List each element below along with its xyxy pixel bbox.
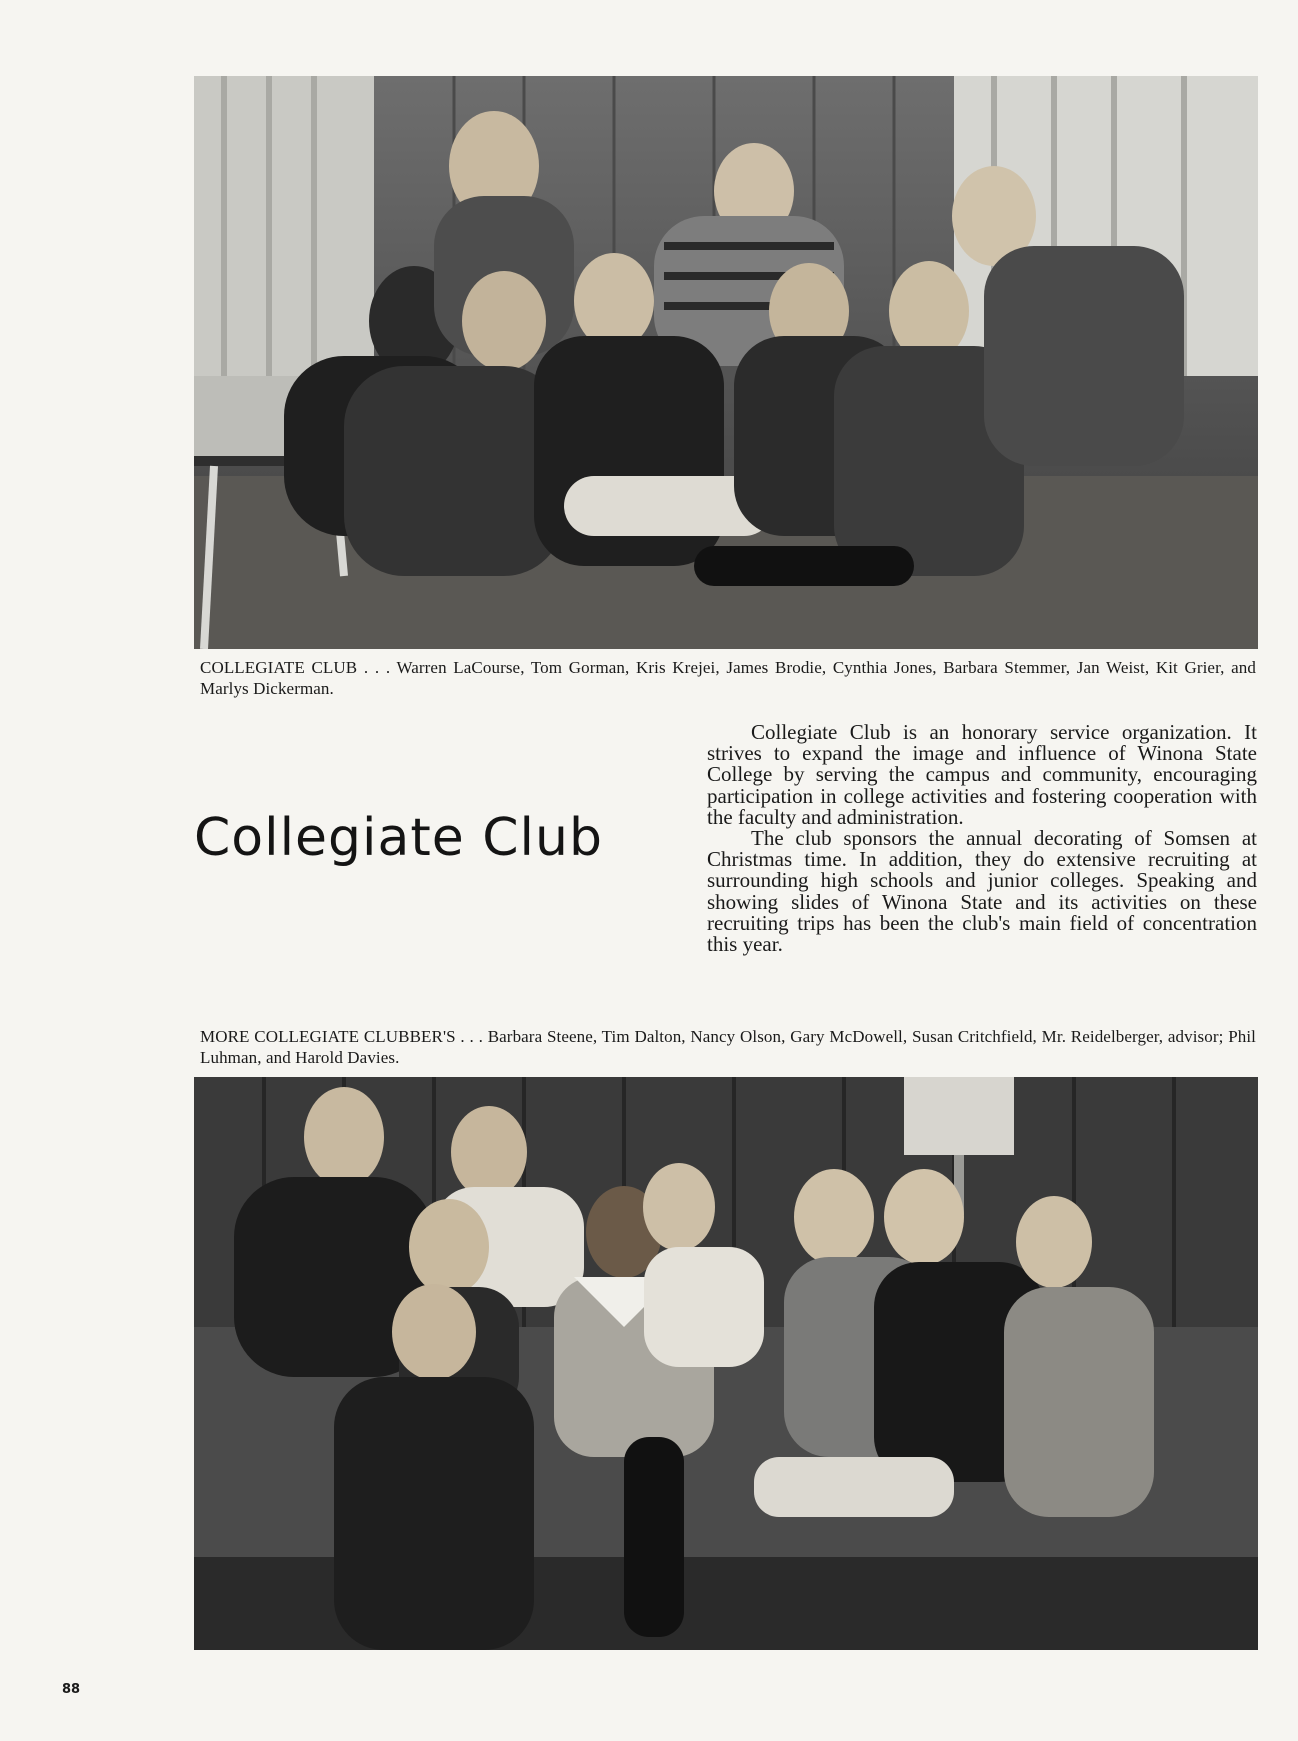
page-title: Collegiate Club <box>194 808 603 868</box>
article-body <box>707 722 1257 955</box>
bottom-photo-caption: MORE COLLEGIATE CLUBBER'S . . . Barbara Steene, Tim Dalton, Nancy Olson, Gary McDowell, Susan Critchfield, Mr. Reidelberger, advisor; Phil Luhman, and Harold Davies. <box>200 1027 1256 1067</box>
article-paragraph-1: Collegiate Club is an honorary service organization. It strives to expand the image and influence of Winona State College by serving the campus and community, encouraging participation in college activities and fostering cooperation with the faculty and administration. <box>707 720 1257 829</box>
article-paragraph-2: The club sponsors the annual decorating of Somsen at Christmas time. In addition, they do extensive recruiting at surrounding high schools and junior colleges. Speaking and showing slides of Winona State and its activities on these recruiting trips has been the club's main field of concentration this year. <box>707 826 1257 957</box>
top-group-photo <box>194 76 1258 649</box>
group-photo-icon <box>194 76 1258 649</box>
top-photo-caption: COLLEGIATE CLUB . . . Warren LaCourse, Tom Gorman, Kris Krejei, James Brodie, Cynthia Jones, Barbara Stemmer, Jan Weist, Kit Grier, and Marlys Dickerman. <box>200 658 1256 698</box>
group-photo-icon <box>194 1077 1258 1650</box>
page-number: 88 <box>62 1682 81 1697</box>
bottom-group-photo <box>194 1077 1258 1650</box>
